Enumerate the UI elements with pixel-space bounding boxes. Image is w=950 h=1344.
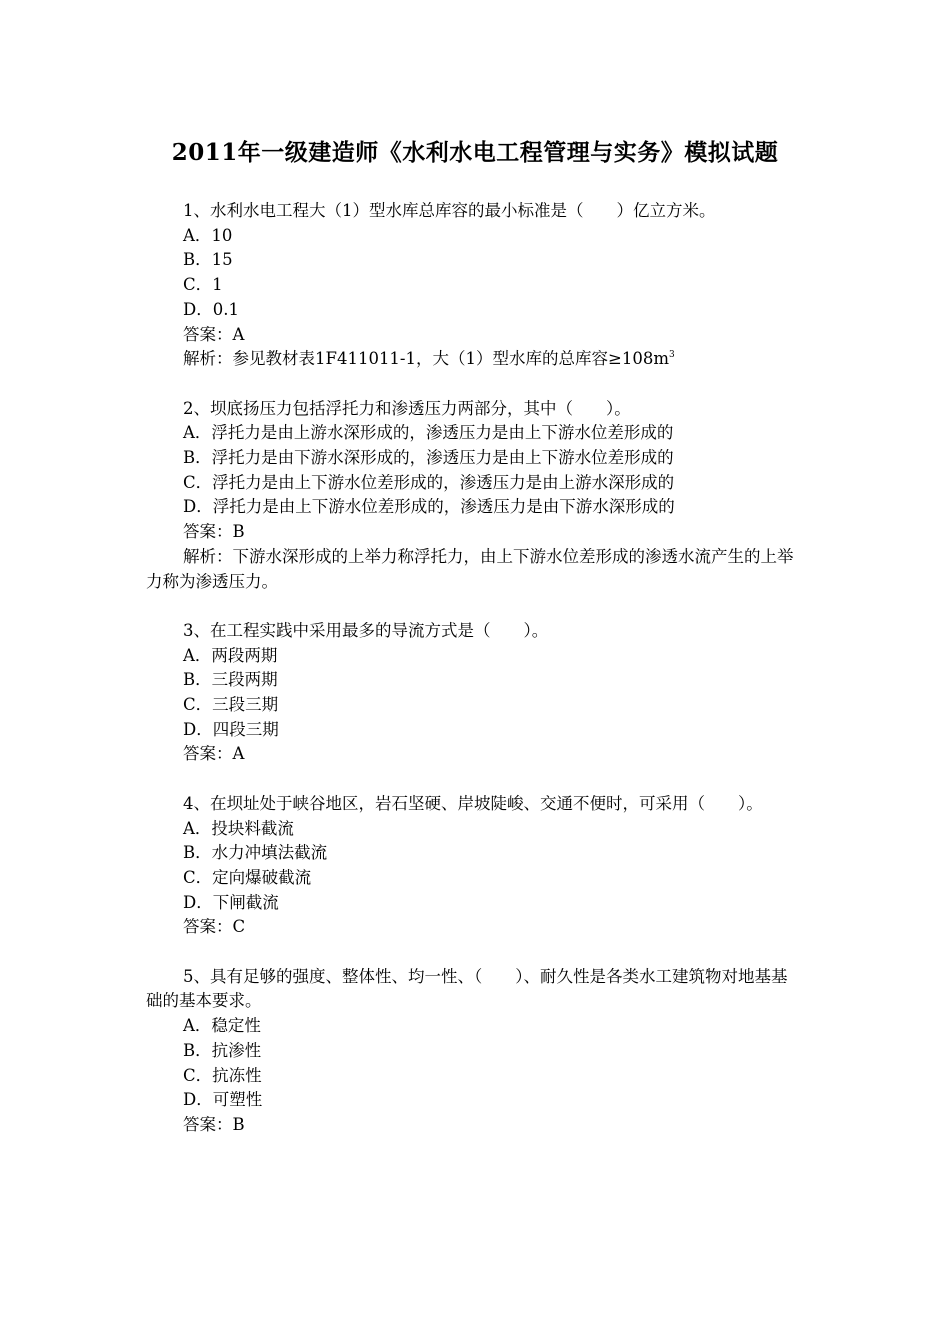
option-a: A．浮托力是由上游水深形成的，渗透压力是由上下游水位差形成的	[183, 423, 674, 443]
question-5	[146, 965, 800, 1138]
question-1	[146, 199, 800, 372]
option-b: B．三段两期	[183, 670, 278, 690]
option-d: D．四段三期	[183, 719, 279, 739]
option-d: D．可塑性	[183, 1090, 263, 1110]
question-stem: 5、具有足够的强度、整体性、均一性、（ ）、耐久性是各类水工建筑物对地基基础的基本要求。	[146, 966, 788, 1011]
option-c: C．1	[183, 275, 223, 295]
question-3	[146, 619, 800, 767]
option-a: A．稳定性	[183, 1016, 261, 1036]
analysis: 解析：下游水深形成的上举力称浮托力，由上下游水位差形成的渗透水流产生的上举力称为渗透压力。	[146, 546, 794, 591]
option-a: A．10	[183, 225, 233, 245]
option-c: C．三段三期	[183, 695, 279, 715]
option-c: C．浮托力是由上下游水位差形成的，渗透压力是由上游水深形成的	[183, 472, 675, 492]
option-b: B．15	[183, 250, 233, 270]
option-a: A．投块料截流	[183, 818, 294, 838]
question-list	[146, 199, 800, 1162]
option-c: C．定向爆破截流	[183, 867, 312, 887]
option-d: D．下闸截流	[183, 892, 279, 912]
analysis-superscript: 3	[668, 350, 675, 361]
answer: 答案：C	[183, 917, 246, 937]
answer: 答案：B	[183, 1114, 245, 1134]
page-title: 2011年一级建造师《水利水电工程管理与实务》模拟试题	[171, 139, 779, 166]
question-4	[146, 792, 800, 940]
question-2	[146, 397, 800, 595]
answer: 答案：A	[183, 744, 245, 764]
analysis-text: 解析：参见教材表1F411011-1，大（1）型水库的总库容≥108m	[183, 349, 669, 369]
option-a: A．两段两期	[183, 645, 278, 665]
option-b: B．水力冲填法截流	[183, 843, 328, 863]
option-b: B．抗渗性	[183, 1040, 262, 1060]
answer: 答案：A	[183, 324, 245, 344]
option-d: D．浮托力是由上下游水位差形成的，渗透压力是由下游水深形成的	[183, 497, 675, 517]
question-stem: 1、水利水电工程大（1）型水库总库容的最小标准是（ ）亿立方米。	[183, 201, 716, 220]
question-stem: 4、在坝址处于峡谷地区，岩石坚硬、岸坡陡峻、交通不便时，可采用（ ）。	[183, 793, 763, 813]
question-stem: 3、在工程实践中采用最多的导流方式是（ ）。	[183, 620, 549, 640]
option-c: C．抗冻性	[183, 1065, 262, 1085]
option-b: B．浮托力是由下游水深形成的，渗透压力是由上下游水位差形成的	[183, 448, 674, 468]
answer: 答案：B	[183, 522, 245, 542]
analysis	[146, 347, 800, 372]
question-stem: 2、坝底扬压力包括浮托力和渗透压力两部分，其中（ ）。	[183, 398, 631, 418]
option-d: D．0.1	[183, 299, 239, 319]
